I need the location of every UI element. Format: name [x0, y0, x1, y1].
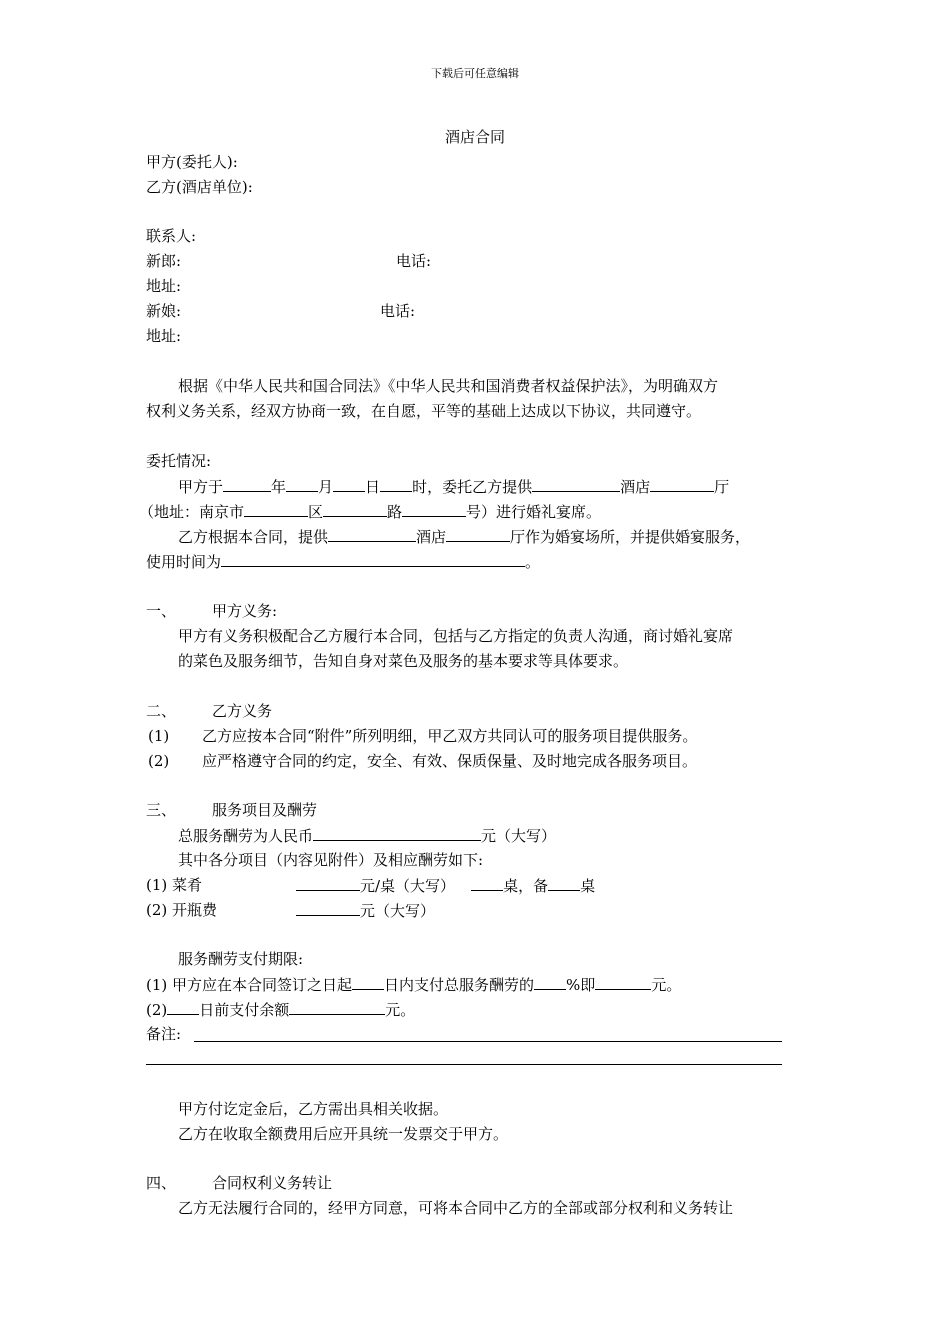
section-2-number: 二、 — [146, 702, 177, 720]
preamble-line-1: 根据《中华人民共和国合同法》《中华人民共和国消费者权益保护法》，为明确双方 — [178, 377, 719, 395]
bottle-fee-line: 元（大写） — [296, 901, 435, 920]
receipt-note: 甲方付讫定金后，乙方需出具相关收据。 — [178, 1100, 449, 1118]
section-3-heading: 服务项目及酬劳 — [212, 801, 318, 819]
remark-line-2 — [146, 1064, 782, 1065]
section-1-number: 一、 — [146, 602, 177, 620]
section-2-item-2-number: (2) — [148, 752, 170, 770]
payment-line-1: (1) 甲方应在本合同签订之日起 日内支付总服务酬劳的 %即 元。 — [146, 976, 682, 994]
section-1-line-1: 甲方有义务积极配合乙方履行本合同，包括与乙方指定的负责人沟通，商讨婚礼宴席 — [178, 627, 734, 645]
payment-heading: 服务酬劳支付期限: — [178, 950, 304, 968]
groom-address-label: 地址: — [146, 277, 182, 295]
section-4-number: 四、 — [146, 1174, 177, 1192]
payment-line-2: (2) 日前支付余额 元。 — [146, 1001, 416, 1019]
party-b-label: 乙方(酒店单位): — [146, 178, 253, 196]
section-4-line-1: 乙方无法履行合同的，经甲方同意，可将本合同中乙方的全部或部分权利和义务转让 — [178, 1199, 734, 1217]
remark-line-1 — [194, 1041, 782, 1042]
dish-fee-line: 元/桌（大写） 桌，备 桌 — [296, 876, 595, 895]
bride-address-label: 地址: — [146, 327, 182, 345]
document-title: 酒店合同 — [444, 128, 505, 146]
section-1-line-2: 的菜色及服务细节，告知自身对菜色及服务的基本要求等具体要求。 — [178, 652, 629, 670]
contact-label: 联系人: — [146, 227, 197, 245]
section-4-heading: 合同权利义务转让 — [212, 1174, 333, 1192]
section-2-item-2-text: 应严格遵守合同的约定，安全、有效、保质保量、及时地完成各服务项目。 — [202, 752, 698, 770]
sub-items-intro: 其中各分项目（内容见附件）及相应酬劳如下: — [178, 851, 484, 869]
bride-phone-label: 电话: — [380, 302, 416, 320]
section-2-item-1-text: 乙方应按本合同“附件”所列明细，甲乙双方共同认可的服务项目提供服务。 — [202, 727, 698, 745]
section-1-heading: 甲方义务: — [212, 602, 278, 620]
groom-label: 新郎: — [146, 252, 182, 270]
section-2-heading: 乙方义务 — [212, 702, 273, 720]
invoice-note: 乙方在收取全额费用后应开具统一发票交于甲方。 — [178, 1125, 509, 1143]
section-3-number: 三、 — [146, 801, 177, 819]
total-fee-line: 总服务酬劳为人民币 元（大写） — [178, 827, 557, 845]
preamble-line-2: 权利义务关系，经双方协商一致，在自愿，平等的基础上达成以下协议，共同遵守。 — [146, 402, 702, 420]
commission-heading: 委托情况: — [146, 452, 212, 470]
commission-line-3: 乙方根据本合同，提供 酒店 厅作为婚宴场所，并提供婚宴服务， — [178, 528, 751, 546]
bottle-label: (2) 开瓶费 — [146, 901, 218, 919]
bride-label: 新娘: — [146, 302, 182, 320]
party-a-label: 甲方(委托人): — [146, 153, 238, 171]
commission-line-1: 甲方于 年 月 日 时，委托乙方提供 酒店 厅 — [178, 478, 730, 496]
commission-line-4: 使用时间为 。 — [146, 553, 541, 571]
dish-label: (1) 菜肴 — [146, 876, 203, 894]
section-2-item-1-number: (1) — [148, 727, 170, 745]
commission-line-2: （地址：南京市 区 路 号）进行婚礼宴席。 — [139, 503, 602, 521]
header-note: 下载后可任意编辑 — [431, 67, 519, 80]
remark-label: 备注: — [146, 1025, 182, 1043]
groom-phone-label: 电话: — [396, 252, 432, 270]
